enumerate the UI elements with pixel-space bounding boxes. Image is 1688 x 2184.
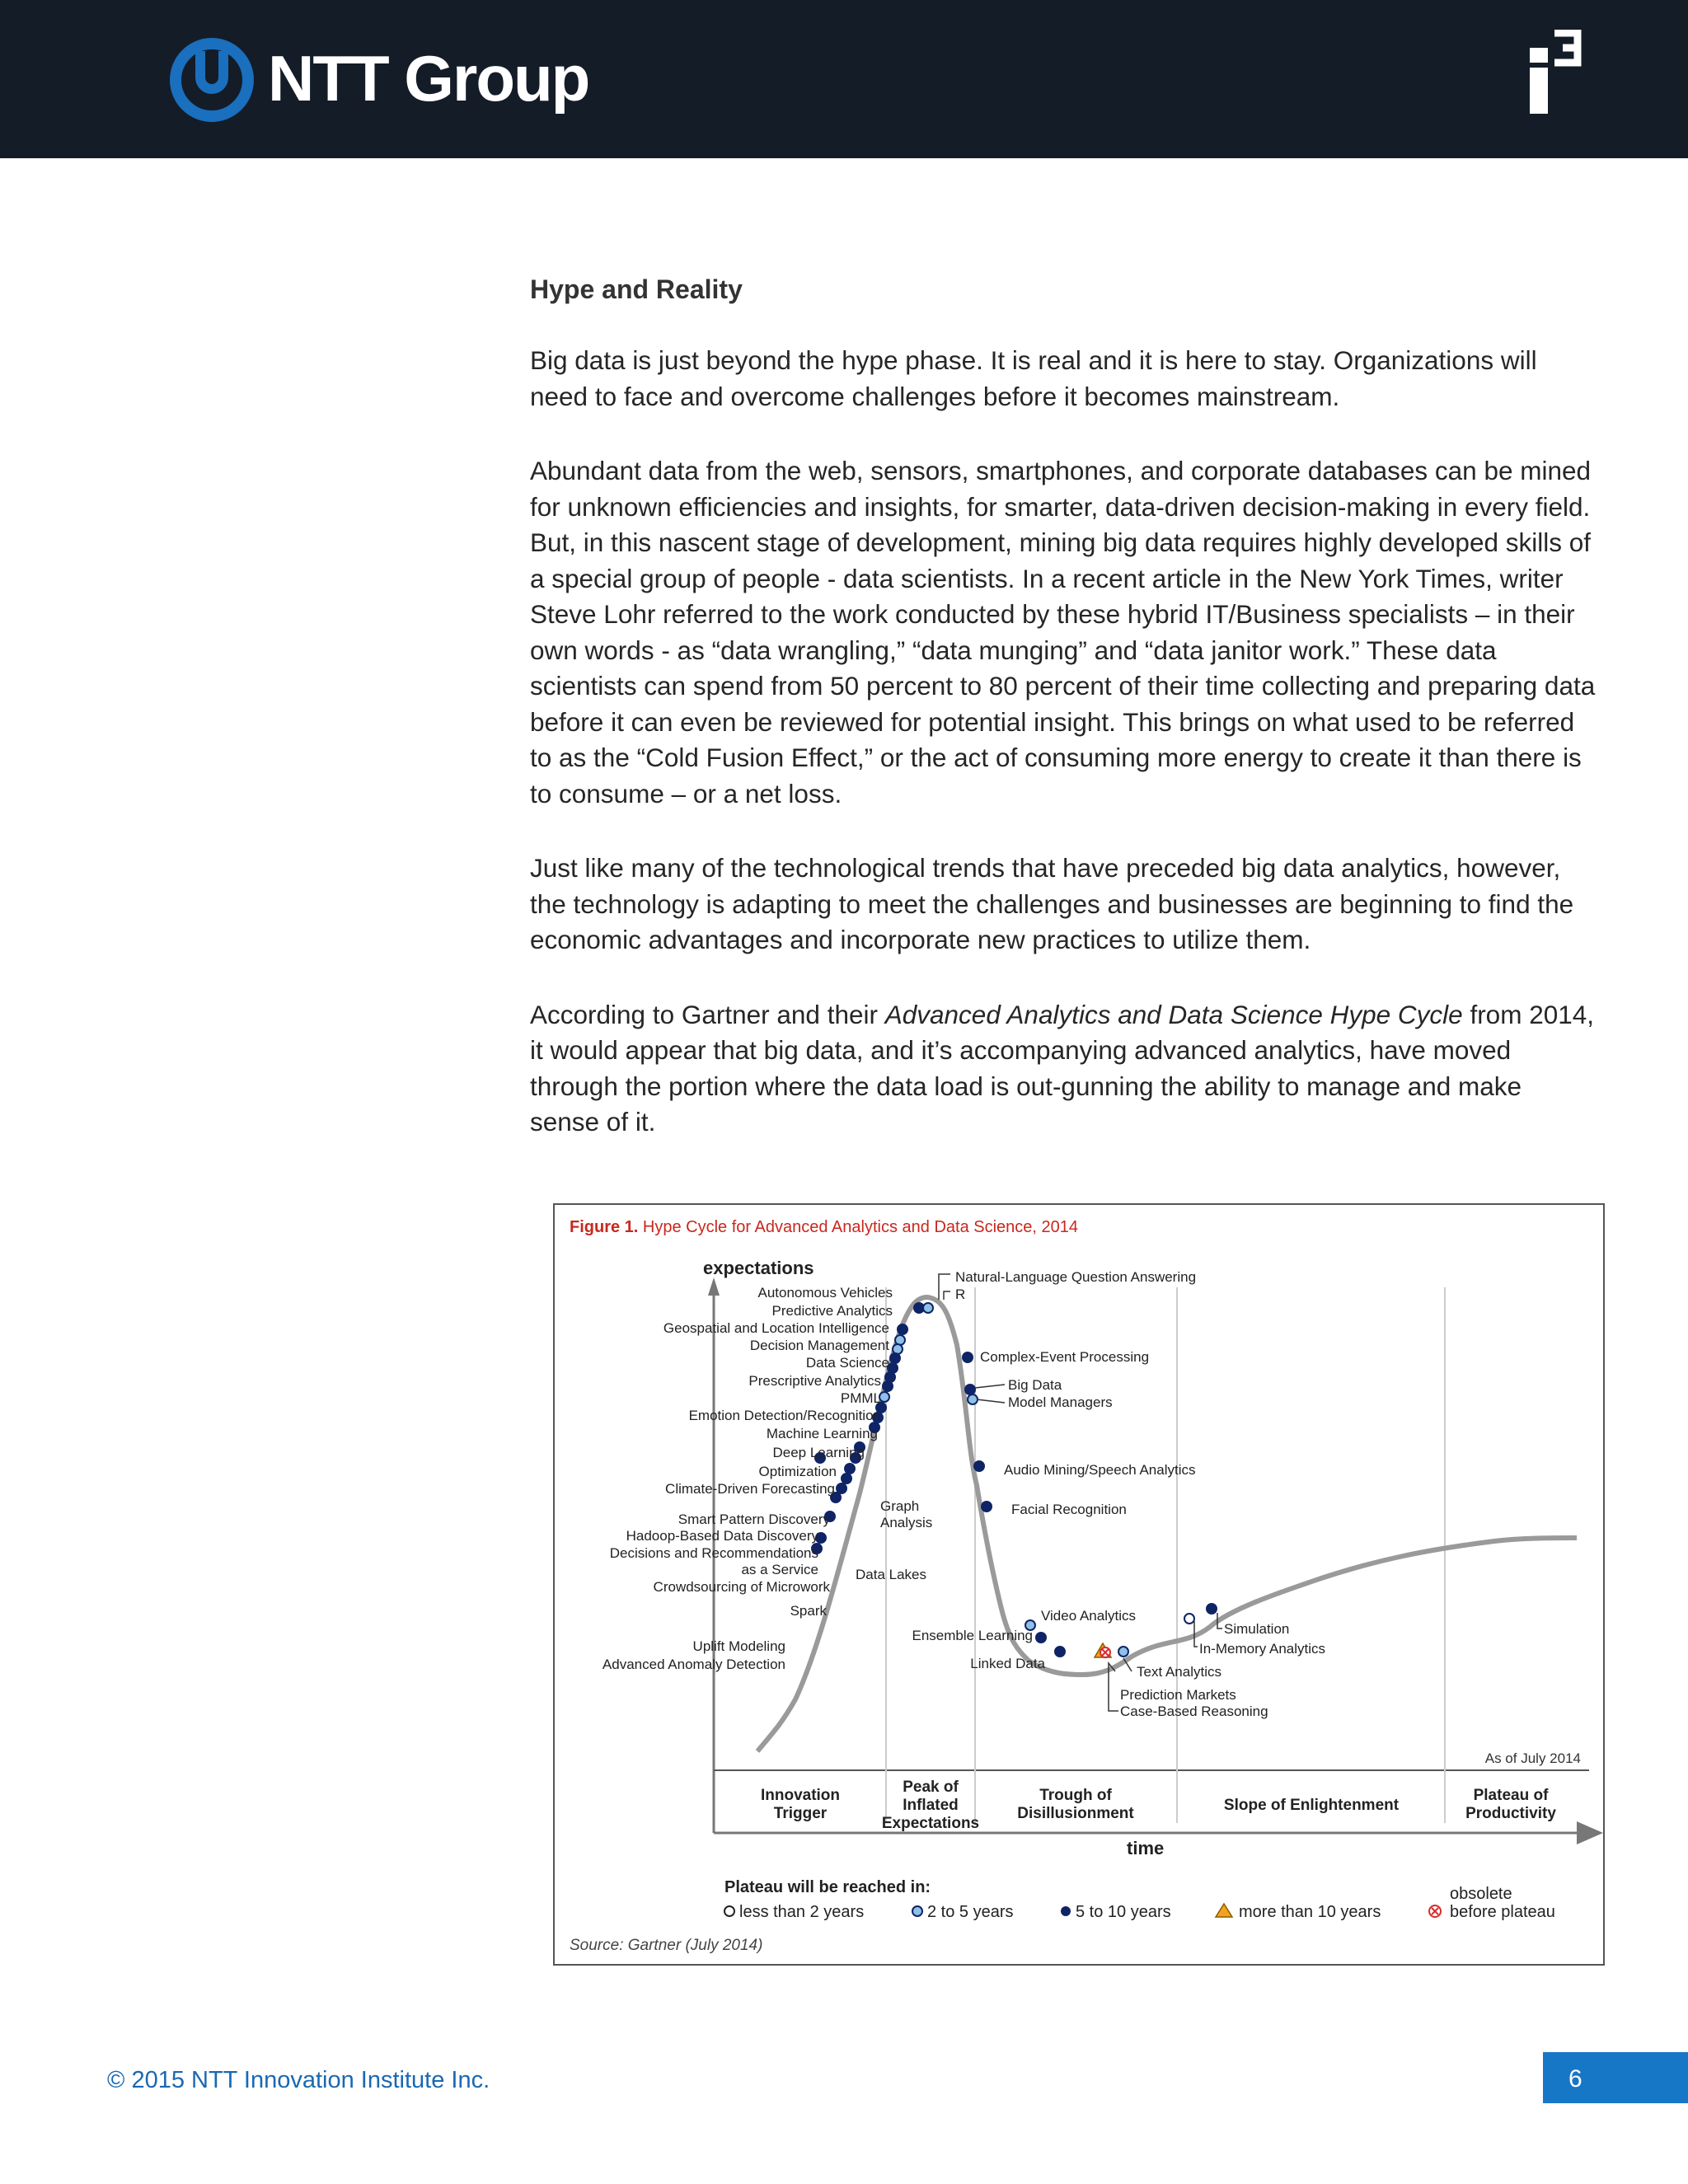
svg-text:Uplift Modeling: Uplift Modeling (692, 1638, 785, 1654)
svg-text:Decision Management: Decision Management (749, 1338, 889, 1353)
svg-text:Analysis: Analysis (880, 1515, 933, 1530)
svg-text:obsolete: obsolete (1450, 1885, 1512, 1903)
paragraph-2: Abundant data from the web, sensors, smartphones, and corporate databases can be mined for unknown efficiencies and insights, for smarter, data-driven decision-making in every field. But, in this nascent stage of development, mining big data requires highly developed skills of a special group of people - data scientists. In a recent article in the New York Times, writer Steve Lohr referred to the work conducted by these hybrid IT/Business specialists – in their own words - as “data wrangling,” “data munging” and “data janitor work.” These data scientists can spend from 50 percent to 80 percent of their time collecting and preparing data before it can even be reviewed for potential insight. This brings on what used to be referred to as the “Cold Fusion Effect,” or the act of consuming more energy to create it than there is to consume – or a net loss. (530, 456, 1596, 808)
svg-text:Smart Pattern Discovery: Smart Pattern Discovery (678, 1511, 830, 1527)
phase-slope: Slope of Enlightenment (1223, 1797, 1400, 1814)
svg-text:Crowdsourcing of Microwork: Crowdsourcing of Microwork (653, 1579, 830, 1595)
x-axis-arrow (1577, 1821, 1603, 1844)
svg-text:Simulation: Simulation (1224, 1621, 1290, 1637)
svg-text:before plateau: before plateau (1450, 1903, 1555, 1921)
ntt-swirl-icon (167, 35, 256, 122)
x-axis-label: time (1127, 1838, 1165, 1858)
phase-trough: Trough of Disillusionment (1017, 1787, 1134, 1822)
svg-text:Data Science: Data Science (805, 1355, 889, 1371)
figure-source: Source: Gartner (July 2014) (570, 1937, 763, 1954)
svg-text:Video Analytics: Video Analytics (1041, 1608, 1136, 1624)
svg-text:more than 10 years: more than 10 years (1239, 1903, 1381, 1921)
svg-text:Data Lakes: Data Lakes (856, 1567, 926, 1582)
phase-peak: Peak of Inflated Expectations (881, 1779, 980, 1832)
svg-text:Machine Learning: Machine Learning (766, 1426, 878, 1441)
i3-logo-icon (1526, 30, 1584, 119)
page-number-box (1543, 2052, 1688, 2103)
as-of-note: As of July 2014 (1484, 1750, 1581, 1766)
svg-text:5 to 10 years: 5 to 10 years (1076, 1903, 1171, 1921)
svg-text:Climate-Driven Forecasting: Climate-Driven Forecasting (665, 1481, 835, 1497)
svg-text:Graph: Graph (880, 1498, 920, 1514)
y-axis-label: expectations (703, 1258, 814, 1278)
svg-text:2 to 5 years: 2 to 5 years (927, 1903, 1014, 1921)
svg-text:Spark: Spark (790, 1603, 827, 1619)
svg-text:Geospatial and Location Intell: Geospatial and Location Intelligence (663, 1320, 889, 1336)
svg-text:Advanced Anomaly Detection: Advanced Anomaly Detection (602, 1657, 785, 1672)
article (530, 272, 1597, 1179)
phase-plateau: Plateau of Productivity (1465, 1787, 1556, 1822)
svg-text:less than 2 years: less than 2 years (739, 1903, 865, 1921)
footer-copyright: © 2015 NTT Innovation Institute Inc. (107, 2067, 490, 2093)
paragraph-4: According to Gartner and their Advanced Analytics and Data Science Hype Cycle from 2014, it would appear that big data, and it’s accompanying advanced analytics, have moved through the portion where the data load is out-gunning the ability to manage and make sense of it. (530, 999, 1595, 1137)
figure-caption-label: Figure 1. (570, 1218, 639, 1236)
svg-text:Autonomous Vehicles: Autonomous Vehicles (757, 1285, 893, 1301)
svg-text:Decisions and Recommendations: Decisions and Recommendations (609, 1545, 818, 1561)
paragraph-1: Big data is just beyond the hype phase. It is real and it is here to stay. Organizations will need to face and overcome challenges before it becomes mainstream. (530, 345, 1537, 411)
phase-innovation-trigger: Innovation Trigger (760, 1787, 841, 1822)
svg-text:Text Analytics: Text Analytics (1137, 1664, 1221, 1680)
svg-text:Facial Recognition: Facial Recognition (1011, 1502, 1127, 1517)
svg-text:R: R (955, 1286, 966, 1302)
svg-text:Optimization: Optimization (758, 1464, 837, 1479)
y-axis-arrow (708, 1277, 720, 1296)
svg-text:as a Service: as a Service (741, 1562, 818, 1577)
report-title: Advanced Analytics and Data Science Hype Cycle (884, 999, 1463, 1029)
svg-text:Natural-Language Question Answ: Natural-Language Question Answering (955, 1269, 1197, 1285)
svg-text:PMML: PMML (840, 1390, 881, 1406)
page-number: 6 (1568, 2065, 1582, 2093)
svg-text:Complex-Event Processing: Complex-Event Processing (980, 1349, 1150, 1365)
section-heading: Hype and Reality (530, 274, 743, 304)
hype-cycle-figure (553, 1203, 1605, 1966)
svg-text:Linked Data: Linked Data (970, 1656, 1045, 1671)
svg-text:Prescriptive Analytics: Prescriptive Analytics (748, 1373, 881, 1389)
svg-text:In-Memory Analytics: In-Memory Analytics (1199, 1641, 1326, 1657)
copyright-symbol: © (107, 2067, 125, 2093)
svg-text:Model Managers: Model Managers (1008, 1394, 1113, 1410)
logo-text: NTT Group (268, 42, 589, 115)
paragraph-3: Just like many of the technological trends that have preceded big data analytics, however, the technology is adapting to meet the challenges and businesses are beginning to find the economic advantages and incorporate new practices to utilize them. (530, 853, 1574, 954)
page-header (0, 0, 1688, 158)
svg-text:Big Data: Big Data (1008, 1377, 1062, 1393)
svg-text:Figure 1. Hype Cycle for Advan (570, 1218, 1078, 1236)
figure-caption-text: Hype Cycle for Advanced Analytics and Data Science, 2014 (638, 1218, 1079, 1236)
svg-text:Emotion Detection/Recognition: Emotion Detection/Recognition (688, 1408, 881, 1423)
svg-text:Audio Mining/Speech Analytics: Audio Mining/Speech Analytics (1004, 1462, 1196, 1478)
svg-text:Prediction Markets: Prediction Markets (1120, 1687, 1236, 1703)
svg-text:Hadoop-Based Data Discovery: Hadoop-Based Data Discovery (626, 1528, 818, 1544)
svg-text:Predictive Analytics: Predictive Analytics (771, 1303, 893, 1319)
svg-text:Deep Learning: Deep Learning (772, 1445, 865, 1460)
svg-text:Ensemble Learning: Ensemble Learning (912, 1628, 1033, 1643)
svg-text:Case-Based Reasoning: Case-Based Reasoning (1120, 1704, 1268, 1719)
legend-title: Plateau will be reached in: (724, 1878, 931, 1896)
